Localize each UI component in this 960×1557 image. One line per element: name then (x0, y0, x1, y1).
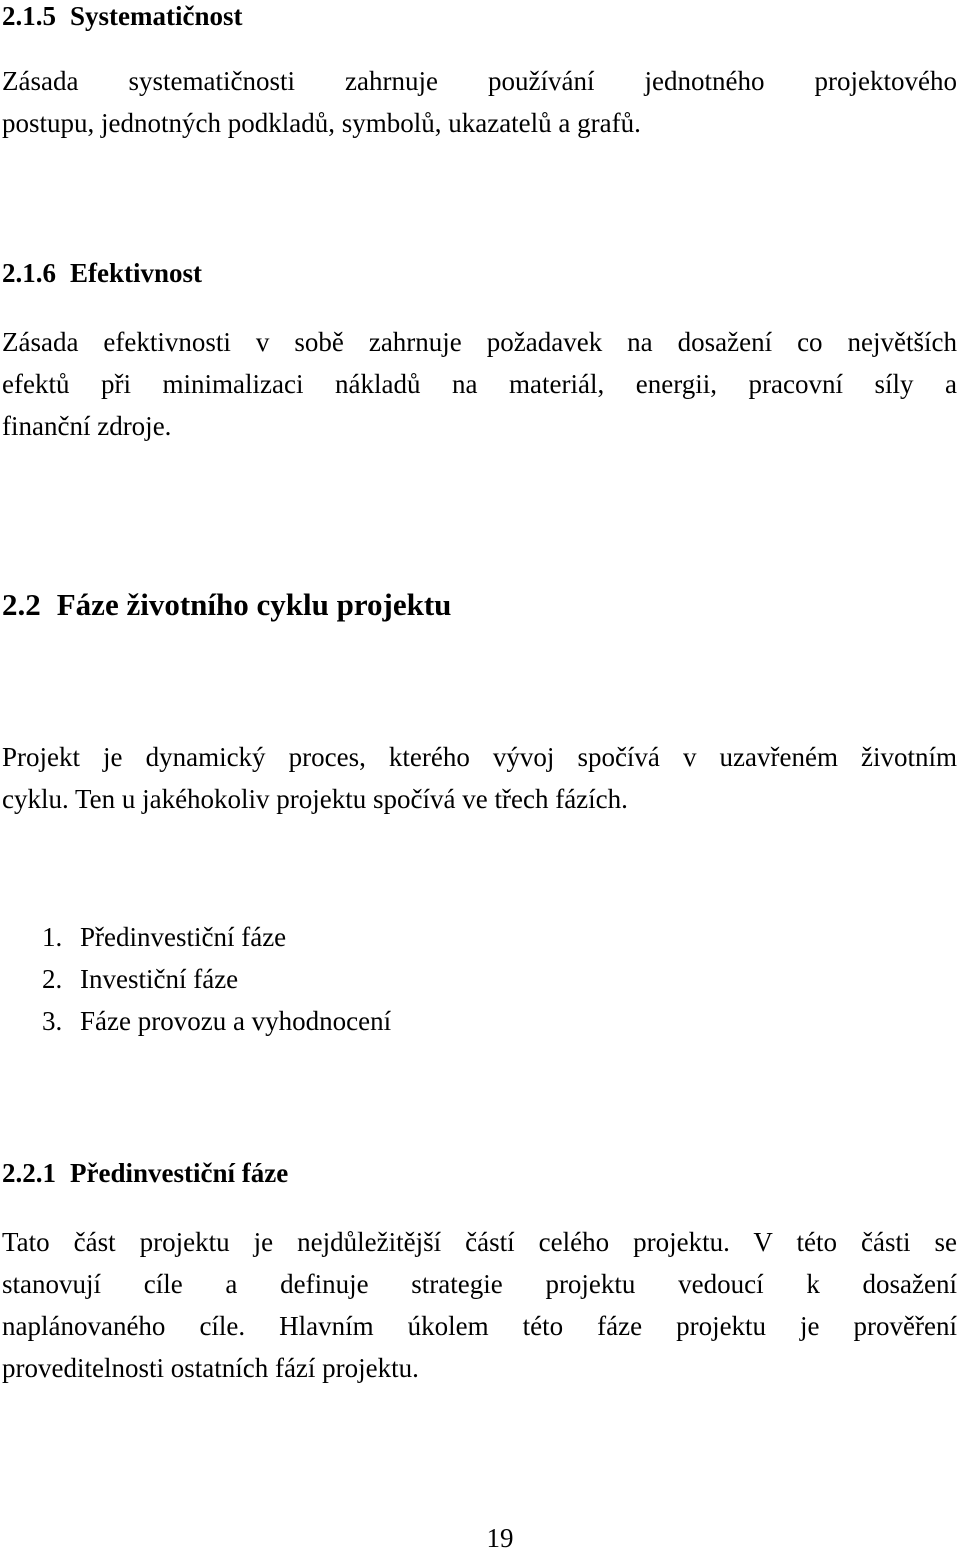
heading-title: Systematičnost (70, 1, 243, 31)
paragraph-line: naplánovaného cíle. Hlavním úkolem této fáze projektu je prověření (2, 1311, 957, 1341)
paragraph-line: Projekt je dynamický proces, kterého vývoj spočívá v uzavřeném životním (2, 742, 957, 772)
list-item-text: Předinvestiční fáze (80, 922, 287, 952)
paragraph-line: stanovují cíle a definuje strategie projektu vedoucí k dosažení (2, 1269, 957, 1299)
heading-number: 2.1.6 (2, 258, 56, 288)
paragraph-zivotni-cyklus (2, 736, 957, 820)
list-item-number: 3. (42, 1006, 63, 1036)
paragraph-efektivnost (2, 321, 957, 447)
paragraph-line: Zásada efektivnosti v sobě zahrnuje požadavek na dosažení co největších (2, 327, 957, 357)
paragraph-line: cyklu. Ten u jakéhokoliv projektu spočívá ve třech fázích. (2, 784, 628, 814)
paragraph-predinvesticni-faze (2, 1221, 957, 1389)
heading-number: 2.2 (2, 587, 41, 622)
phase-list (42, 916, 642, 1042)
heading-title: Fáze životního cyklu projektu (56, 587, 452, 622)
paragraph-systematicnost (2, 60, 957, 144)
page-number: 19 (486, 1523, 514, 1553)
list-item (42, 1000, 642, 1042)
paragraph-line: postupu, jednotných podkladů, symbolů, ukazatelů a grafů. (2, 108, 641, 138)
list-item-text: Fáze provozu a vyhodnocení (80, 1006, 392, 1036)
paragraph-line: finanční zdroje. (2, 411, 172, 441)
heading-2-2-1 (2, 1157, 957, 1189)
heading-number: 2.1.5 (2, 1, 56, 31)
list-item-text: Investiční fáze (80, 964, 239, 994)
heading-title: Předinvestiční fáze (70, 1158, 289, 1188)
heading-2-2 (2, 587, 957, 623)
heading-2-1-6 (2, 257, 957, 289)
heading-title: Efektivnost (70, 258, 203, 288)
paragraph-line: efektů při minimalizaci nákladů na materiál, energii, pracovní síly a (2, 369, 957, 399)
paragraph-line: Zásada systematičnosti zahrnuje používání jednotného projektového (2, 66, 957, 96)
paragraph-line: Tato část projektu je nejdůležitější částí celého projektu. V této části se (2, 1227, 957, 1257)
heading-2-1-5 (2, 0, 957, 32)
list-item-number: 1. (42, 922, 63, 952)
heading-number: 2.2.1 (2, 1158, 56, 1188)
list-item (42, 958, 642, 1000)
paragraph-line: proveditelnosti ostatních fází projektu. (2, 1353, 419, 1383)
list-item-number: 2. (42, 964, 63, 994)
list-item (42, 916, 642, 958)
